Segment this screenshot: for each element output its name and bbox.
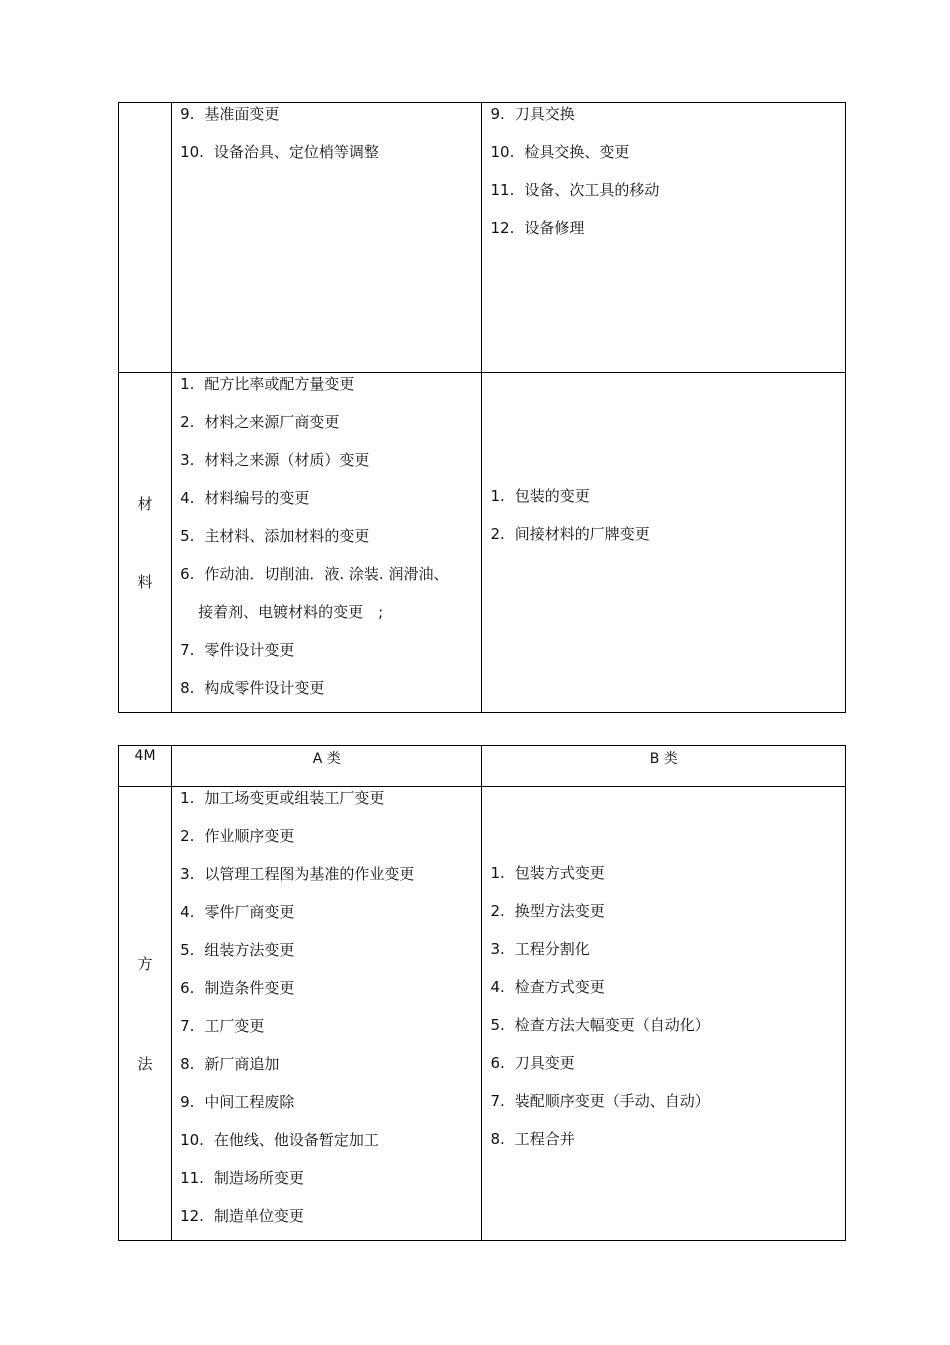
list-item: 2. 换型方法变更 bbox=[490, 902, 605, 920]
list-item: 3. 材料之来源（材质）变更 bbox=[180, 451, 370, 469]
material-b-cell bbox=[482, 373, 846, 713]
list-item: 10. 在他线、他设备暂定加工 bbox=[180, 1131, 379, 1149]
material-b-list bbox=[482, 477, 845, 553]
list-item: 6. 作动油．切削油．液. 涂装. 润滑油、 bbox=[180, 565, 449, 583]
material-row bbox=[119, 373, 846, 713]
method-category-char-1: 方 bbox=[137, 954, 153, 973]
header-a-class: A 类 bbox=[172, 746, 482, 787]
list-item: 3. 工程分割化 bbox=[490, 940, 590, 958]
list-item: 7. 装配顺序变更（手动、自动） bbox=[490, 1092, 710, 1110]
method-category-cell bbox=[119, 787, 172, 1241]
list-item: 7. 工厂变更 bbox=[180, 1017, 265, 1035]
list-item: 5. 检查方法大幅变更（自动化） bbox=[490, 1016, 710, 1034]
material-category-char-1: 材 bbox=[137, 494, 153, 513]
list-item: 1. 包装方式变更 bbox=[490, 864, 605, 882]
list-item: 11. 制造场所变更 bbox=[180, 1169, 304, 1187]
list-item: 4. 材料编号的变更 bbox=[180, 489, 310, 507]
list-item: 9. 中间工程废除 bbox=[180, 1093, 295, 1111]
equipment-row bbox=[119, 103, 846, 373]
list-item: 8. 构成零件设计变更 bbox=[180, 679, 325, 697]
equipment-b-list bbox=[482, 95, 845, 247]
header-b-class: B 类 bbox=[482, 746, 846, 787]
list-item: 1. 加工场变更或组装工厂变更 bbox=[180, 789, 385, 807]
material-a-cell bbox=[172, 373, 482, 713]
list-item: 2. 材料之来源厂商变更 bbox=[180, 413, 340, 431]
list-item: 4. 零件厂商变更 bbox=[180, 903, 295, 921]
material-category-cell bbox=[119, 373, 172, 713]
list-item: 6. 制造条件变更 bbox=[180, 979, 295, 997]
material-category-char-2: 料 bbox=[137, 572, 153, 591]
method-a-cell bbox=[172, 787, 482, 1241]
header-4m: 4M bbox=[119, 746, 172, 787]
list-item: 9. 基准面变更 bbox=[180, 105, 280, 123]
list-item: 12. 设备修理 bbox=[490, 219, 585, 237]
list-item: 10. 设备治具、定位梢等调整 bbox=[180, 143, 379, 161]
list-item: 8. 新厂商追加 bbox=[180, 1055, 280, 1073]
equipment-a-list bbox=[172, 95, 481, 171]
method-b-cell bbox=[482, 787, 846, 1241]
list-item: 3. 以管理工程图为基准的作业变更 bbox=[180, 865, 415, 883]
equipment-a-cell bbox=[172, 103, 482, 373]
list-item: 1. 配方比率或配方量变更 bbox=[180, 375, 355, 393]
list-item: 8. 工程合并 bbox=[490, 1130, 575, 1148]
list-item: 1. 包装的变更 bbox=[490, 486, 590, 505]
list-item: 2. 间接材料的厂牌变更 bbox=[490, 524, 650, 543]
list-item-continuation: 接着剂、电镀材料的变更 ; bbox=[198, 603, 384, 621]
change-table-top bbox=[118, 102, 846, 713]
material-a-list bbox=[172, 365, 481, 707]
equipment-category-cell bbox=[119, 103, 172, 373]
list-item: 10. 检具交换、变更 bbox=[490, 143, 630, 161]
list-item: 4. 检查方式变更 bbox=[490, 978, 605, 996]
list-item: 9. 刀具交换 bbox=[490, 105, 575, 123]
list-item: 6. 刀具变更 bbox=[490, 1054, 575, 1072]
method-b-list bbox=[482, 854, 845, 1158]
list-item: 11. 设备、次工具的移动 bbox=[490, 181, 660, 199]
list-item: 7. 零件设计变更 bbox=[180, 641, 295, 659]
list-item: 5. 主材料、添加材料的变更 bbox=[180, 527, 370, 545]
change-table-bottom bbox=[118, 745, 846, 1241]
method-a-list bbox=[172, 779, 481, 1235]
list-item: 5. 组装方法变更 bbox=[180, 941, 295, 959]
list-item: 12. 制造单位变更 bbox=[180, 1207, 304, 1225]
method-row bbox=[119, 787, 846, 1241]
method-category-char-2: 法 bbox=[137, 1054, 153, 1073]
list-item: 2. 作业顺序变更 bbox=[180, 827, 295, 845]
equipment-b-cell bbox=[482, 103, 846, 373]
